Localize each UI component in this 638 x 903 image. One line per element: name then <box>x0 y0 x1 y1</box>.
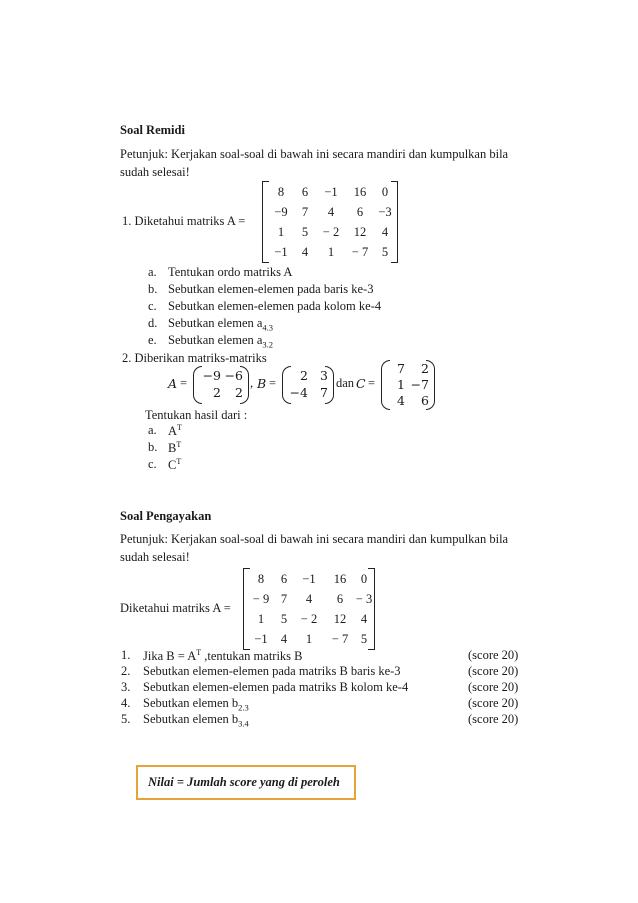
enrichment-item-text <box>143 712 249 729</box>
matrix-cell: −7 <box>410 377 429 392</box>
matrix-cell: 1 <box>305 632 313 646</box>
matrix-cell: 12 <box>353 225 367 239</box>
q1-item-text <box>168 316 273 333</box>
q1-item-text <box>168 299 381 314</box>
q2-a-eq: = <box>180 376 188 390</box>
enrichment-item-score: (score 20) <box>468 712 519 726</box>
matrix-cell: 16 <box>333 572 347 586</box>
matrix-cell: 5 <box>381 245 389 259</box>
enrichment-item-label-tail: ,tentukan matriks B <box>201 649 303 664</box>
matrix-cell: −6 <box>224 368 243 383</box>
matrix-cell: 6 <box>421 393 429 408</box>
matrix-cell: −1 <box>254 632 268 646</box>
matrix-cell: 4 <box>301 245 309 259</box>
q2-a-name: A <box>168 376 178 391</box>
matrix-cell: 1 <box>277 225 285 239</box>
q2-c-eq: = <box>368 376 376 390</box>
matrix-cell: 4 <box>305 592 313 606</box>
matrix-cell: − 9 <box>252 592 270 606</box>
matrix-cell: 8 <box>277 185 285 199</box>
matrix-cell: 7 <box>280 592 288 606</box>
matrix-cell: 6 <box>336 592 344 606</box>
matrix-cell: 0 <box>381 185 389 199</box>
enrichment-item-marker: 1. <box>121 648 131 662</box>
matrix-a-enrichment <box>243 568 375 650</box>
q2-label: 2. Diberikan matriks-matriks <box>122 351 267 365</box>
matrix-cell: 3 <box>320 368 328 383</box>
q2-item-base: B <box>168 441 177 456</box>
enrichment-item-text <box>143 680 408 695</box>
matrix-cell: 1 <box>327 245 335 259</box>
enrichment-item-marker: 3. <box>121 680 131 694</box>
q2-comma: , <box>250 376 254 390</box>
enrichment-instruction: Petunjuk: Kerjakan soal-soal di bawah ini secara mandiri dan kumpulkan bila sudah selesai! <box>120 532 509 564</box>
enrichment-item-text <box>143 648 303 664</box>
q1-item-subscript: 3.2 <box>262 339 274 350</box>
q1-item-label: Sebutkan elemen a <box>168 316 263 330</box>
matrix-cell: −9 <box>274 205 288 219</box>
matrix-cell: −4 <box>289 385 308 400</box>
enrichment-item-score: (score 20) <box>468 664 519 678</box>
matrix-cell: 7 <box>320 385 328 400</box>
matrix-cell: 2 <box>300 368 308 383</box>
matrix-cell: − 2 <box>322 225 340 239</box>
enrichment-label: Diketahui matriks A = <box>120 601 231 615</box>
enrichment-title: Soal Pengayakan <box>120 509 212 523</box>
matrix-c-small <box>381 360 435 410</box>
enrichment-item-subscript: 3.4 <box>238 718 249 729</box>
enrichment-item-score: (score 20) <box>468 680 519 694</box>
enrichment-item-score: (score 20) <box>468 648 519 662</box>
q1-item-marker: a. <box>148 265 157 279</box>
matrix-b-small <box>282 366 334 404</box>
matrix-cell: 5 <box>280 612 288 626</box>
q2-c-name: C <box>356 376 366 391</box>
score-box-text: Nilai = Jumlah score yang di peroleh <box>148 775 340 789</box>
enrichment-item-label: Sebutkan elemen-elemen pada matriks B baris ke-3 <box>143 664 401 678</box>
q1-item-subscript: 4.3 <box>262 322 274 333</box>
q2-dan: dan <box>336 376 355 390</box>
enrichment-item-label: Jika B = A <box>143 649 197 664</box>
matrix-cell: 4 <box>360 612 368 626</box>
enrichment-item-text <box>143 696 249 713</box>
q1-item-text <box>168 333 273 350</box>
q2-item-text <box>168 440 181 456</box>
q1-item-marker: d. <box>148 316 158 330</box>
matrix-cell: −1 <box>302 572 316 586</box>
q1-item-marker: b. <box>148 282 158 296</box>
matrix-cell: 2 <box>235 385 243 400</box>
q1-item-marker: e. <box>148 333 157 347</box>
q2-item-base: C <box>168 458 177 473</box>
q2-prompt: Tentukan hasil dari : <box>145 408 248 422</box>
matrix-cell: 16 <box>353 185 367 199</box>
matrix-cell: 12 <box>333 612 347 626</box>
enrichment-item-label: Sebutkan elemen-elemen pada matriks B kolom ke-4 <box>143 680 409 694</box>
q2-item-marker: c. <box>148 457 157 471</box>
q2-item-base: A <box>168 424 178 439</box>
matrix-cell: − 7 <box>351 245 369 259</box>
score-box <box>136 765 356 800</box>
enrichment-item-marker: 2. <box>121 664 131 678</box>
matrix-cell: − 3 <box>355 592 373 606</box>
matrix-cell: 5 <box>301 225 309 239</box>
q2-item-superscript: T <box>176 440 182 449</box>
matrix-cell: −3 <box>378 205 392 219</box>
q2-item-marker: a. <box>148 423 157 437</box>
q2-b-eq: = <box>269 376 277 390</box>
q1-label: 1. Diketahui matriks A = <box>122 214 246 228</box>
enrichment-item-superscript: T <box>196 648 202 657</box>
q1-item-label: Tentukan ordo matriks A <box>168 265 293 279</box>
q2-item-marker: b. <box>148 440 158 454</box>
q2-item-text <box>168 423 182 439</box>
enrichment-item-marker: 4. <box>121 696 131 710</box>
matrix-cell: −9 <box>202 368 221 383</box>
matrix-cell: − 2 <box>300 612 318 626</box>
matrix-a-small <box>193 366 249 404</box>
q2-b-name: B <box>257 376 267 391</box>
matrix-cell: 6 <box>301 185 309 199</box>
matrix-cell: 6 <box>280 572 288 586</box>
enrichment-item-score: (score 20) <box>468 696 519 710</box>
enrichment-item-label: Sebutkan elemen b <box>143 712 239 726</box>
matrix-cell: 4 <box>280 632 288 646</box>
q1-item-label: Sebutkan elemen a <box>168 333 263 347</box>
matrix-cell: 4 <box>397 393 405 408</box>
matrix-cell: 1 <box>257 612 265 626</box>
matrix-cell: − 7 <box>331 632 349 646</box>
enrichment-item-subscript: 2.3 <box>238 702 249 713</box>
enrichment-item-label: Sebutkan elemen b <box>143 696 239 710</box>
enrichment-item-text <box>143 664 401 679</box>
matrix-cell: −1 <box>324 185 338 199</box>
q1-item-text <box>168 265 292 280</box>
q1-item-label: Sebutkan elemen-elemen pada kolom ke-4 <box>168 299 382 313</box>
matrix-cell: 4 <box>327 205 335 219</box>
q1-item-marker: c. <box>148 299 157 313</box>
matrix-cell: 8 <box>257 572 265 586</box>
q1-item-label: Sebutkan elemen-elemen pada baris ke-3 <box>168 282 374 296</box>
q2-item-text <box>168 457 181 473</box>
q1-item-text <box>168 282 373 297</box>
matrix-cell: 0 <box>360 572 368 586</box>
matrix-cell: 4 <box>381 225 389 239</box>
matrix-cell: −1 <box>274 245 288 259</box>
q2-item-superscript: T <box>177 423 182 432</box>
q2-item-superscript: T <box>176 457 182 466</box>
matrix-cell: 5 <box>360 632 368 646</box>
matrix-cell: 2 <box>421 361 429 376</box>
remedial-instruction: Petunjuk: Kerjakan soal-soal di bawah ini secara mandiri dan kumpulkan bila sudah selesai! <box>120 147 509 179</box>
remedial-title: Soal Remidi <box>120 123 185 137</box>
enrichment-item-marker: 5. <box>121 712 131 726</box>
matrix-cell: 2 <box>213 385 221 400</box>
matrix-cell: 6 <box>356 205 364 219</box>
matrix-cell: 1 <box>397 377 405 392</box>
matrix-cell: 7 <box>301 205 309 219</box>
matrix-a-remedial <box>262 181 398 263</box>
matrix-cell: 7 <box>397 361 405 376</box>
